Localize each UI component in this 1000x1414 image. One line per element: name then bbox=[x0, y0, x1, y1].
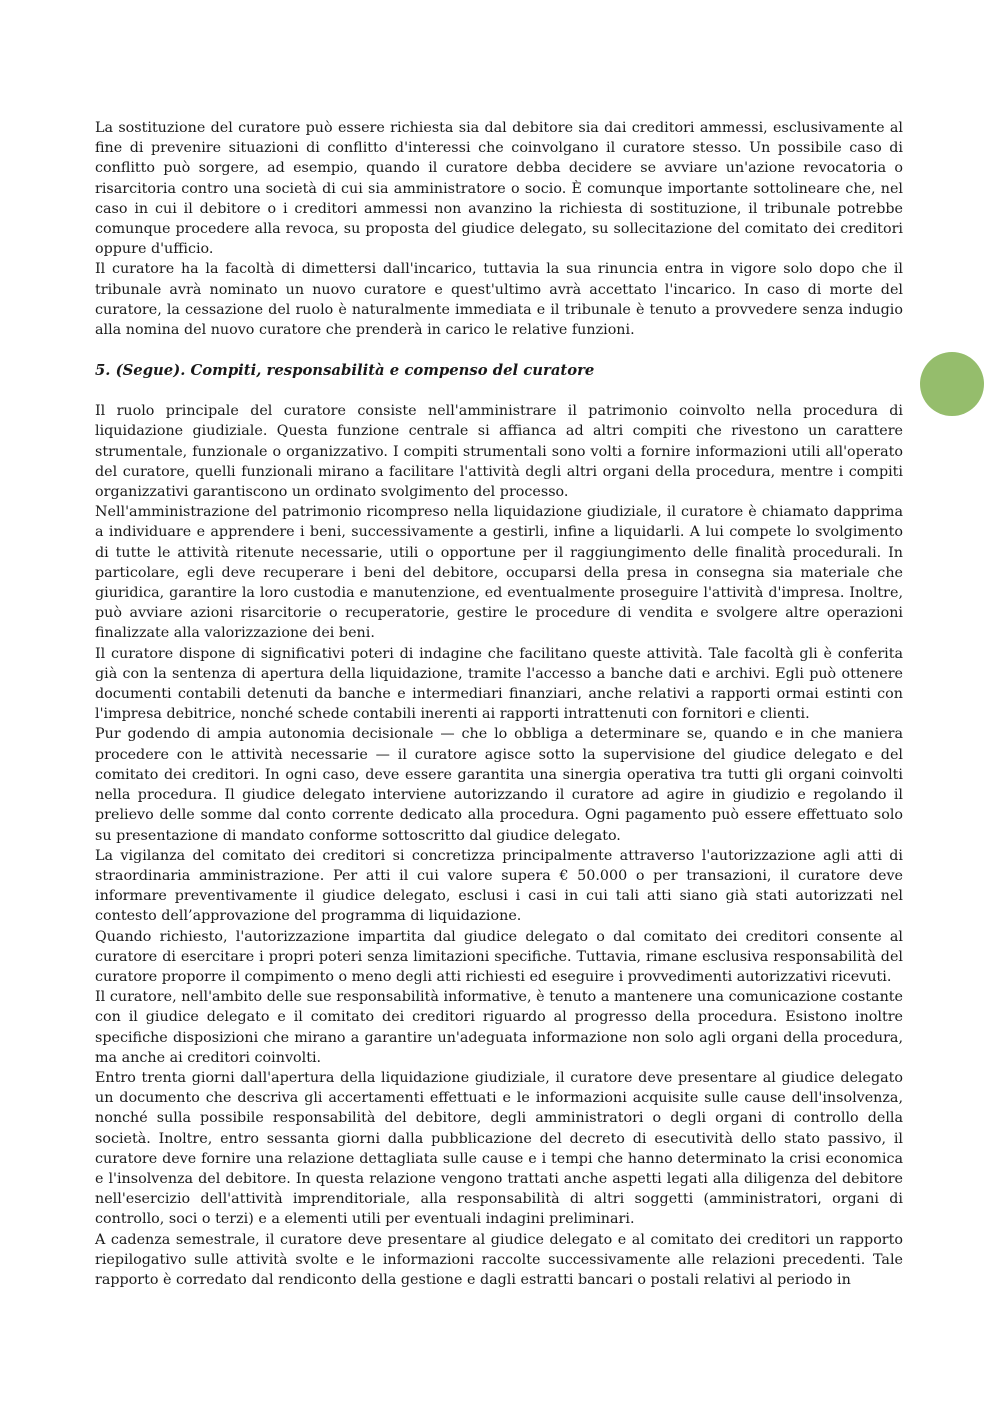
paragraph: A cadenza semestrale, il curatore deve presentare al giudice delegato e al comitato dei creditori un rapporto riepilogativo sulle attività svolte e le informazioni raccolte successivamente alle relazioni precedenti. Tale rapporto è corredato dal rendiconto della gestione e dagli estratti bancari o postali relativi al periodo in bbox=[95, 1231, 903, 1288]
paragraph: Nell'amministrazione del patrimonio ricompreso nella liquidazione giudiziale, il curatore è chiamato dapprima a individuare e apprendere i beni, successivamente a gestirli, infine a liquidarli. A lui compete lo svolgimento di tutte le attività ritenute necessarie, utili o opportune per il raggiungimento delle finalità procedurali. In particolare, egli deve recuperare i beni del debitore, occuparsi della presa in consegna sia materiale che giuridica, garantire la loro custodia e manutenzione, ed eventualmente proseguire l'attività d'impresa. Inoltre, può avviare azioni risarcitorie o recuperatorie, gestire le procedure di vendita e svolgere altre operazioni finalizzate alla valorizzazione dei beni. bbox=[95, 504, 903, 642]
paragraph: La sostituzione del curatore può essere richiesta sia dal debitore sia dai creditori ammessi, esclusivamente al fine di prevenire situazioni di conflitto d'interessi che coinvolgano il curatore stesso. Un possibile caso di conflitto può sorgere, ad esempio, quando il curatore debba decidere se avviare un'azione revocatoria o risarcitoria contro una società di cui sia amministratore o socio. È comunque importante sottolineare che, nel caso in cui il debitore o i creditori ammessi non avanzino la richiesta di sostituzione, il tribunale potrebbe comunque procedere alla revoca, su proposta del giudice delegato, su sollecitazione del comitato dei creditori oppure d'ufficio. bbox=[95, 120, 903, 258]
paragraph: Pur godendo di ampia autonomia decisionale — che lo obbliga a determinare se, quando e in che maniera procedere con le attività necessarie — il curatore agisce sotto la supervisione del giudice delegato e del comitato dei creditori. In ogni caso, deve essere garantita una sinergia operativa tra tutti gli organi coinvolti nella procedura. Il giudice delegato interviene autorizzando il curatore ad agire in giudizio e regolando il prelievo delle somme dal conto corrente dedicato alla procedura. Ogni pagamento può essere effettuato solo su presentazione di mandato conforme sottoscritto dal giudice delegato. bbox=[95, 726, 903, 844]
paragraph: La vigilanza del comitato dei creditori si concretizza principalmente attraverso l'autorizzazione agli atti di straordinaria amministrazione. Per atti il cui valore supera € 50.000 o per transazioni, il curatore deve informare preventivamente il giudice delegato, esclusi i casi in cui tali atti siano già stati autorizzati nel contesto dell’approvazione del programma di liquidazione. bbox=[95, 847, 903, 925]
section-compiti bbox=[95, 361, 903, 1290]
section-intro bbox=[95, 118, 903, 340]
paragraph: Il curatore, nell'ambito delle sue responsabilità informative, è tenuto a mantenere una comunicazione costante con il giudice delegato e il comitato dei creditori riguardo al progresso della procedura. Esistono inoltre specifiche disposizioni che mirano a garantire un'adeguata informazione non solo agli organi della procedura, ma anche ai creditori coinvolti. bbox=[95, 989, 903, 1066]
paragraph: Il curatore ha la facoltà di dimettersi dall'incarico, tuttavia la sua rinuncia entra in vigore solo dopo che il tribunale avrà nominato un nuovo curatore e quest'ultimo avrà accettato l'incarico. In caso di morte del curatore, la cessazione del ruolo è naturalmente immediata e il tribunale è tenuto a provvedere senza indugio alla nomina del nuovo curatore che prenderà in carico le relative funzioni. bbox=[95, 261, 903, 339]
green-circle-decoration bbox=[920, 352, 984, 416]
paragraph: Il ruolo principale del curatore consiste nell'amministrare il patrimonio coinvolto nella procedura di liquidazione giudiziale. Questa funzione centrale si affianca ad altri compiti che rivestono un carattere strumentale, funzionale o organizzativo. I compiti strumentali sono volti a fornire informazioni utili all'operato del curatore, quelli funzionali mirano a facilitare l'attività degli altri organi della procedura, mentre i compiti organizzativi garantiscono un ordinato svolgimento del processo. bbox=[95, 403, 903, 501]
document-page bbox=[95, 118, 903, 1290]
paragraph: Entro trenta giorni dall'apertura della liquidazione giudiziale, il curatore deve presentare al giudice delegato un documento che descriva gli accertamenti effettuati e le informazioni acquisite sulle cause dell'insolvenza, nonché sulla possibile responsabilità del debitore, degli amministratori o degli organi di controllo della società. Inoltre, entro sessanta giorni dalla pubblicazione del decreto di esecutività dello stato passivo, il curatore deve fornire una relazione dettagliata sulle cause e i tempi che hanno determinato la crisi economica e l'insolvenza del debitore. In questa relazione vengono trattati anche aspetti legati alla diligenza del debitore nell'esercizio dell'attività imprenditoriale, alla responsabilità di altri soggetti (amministratori, organi di controllo, soci o terzi) e a elementi utili per eventuali indagini preliminari. bbox=[95, 1069, 903, 1228]
section-heading: 5. (Segue). Compiti, responsabilità e compenso del curatore bbox=[95, 362, 595, 380]
paragraph: Quando richiesto, l'autorizzazione impartita dal giudice delegato o dal comitato dei creditori consente al curatore di esercitare i propri poteri senza limitazioni specifiche. Tuttavia, rimane esclusiva responsabilità del curatore proporre il compimento o meno degli atti richiesti ed eseguire i provvedimenti autorizzativi ricevuti. bbox=[95, 928, 903, 985]
paragraph: Il curatore dispone di significativi poteri di indagine che facilitano queste attività. Tale facoltà gli è conferita già con la sentenza di apertura della liquidazione, tramite l'accesso a banche dati e archivi. Egli può ottenere documenti contabili detenuti da banche e intermediari finanziari, anche relativi a rapporti ormai estinti con l'impresa debitrice, nonché schede contabili inerenti ai rapporti intrattenuti con fornitori e clienti. bbox=[95, 645, 903, 723]
